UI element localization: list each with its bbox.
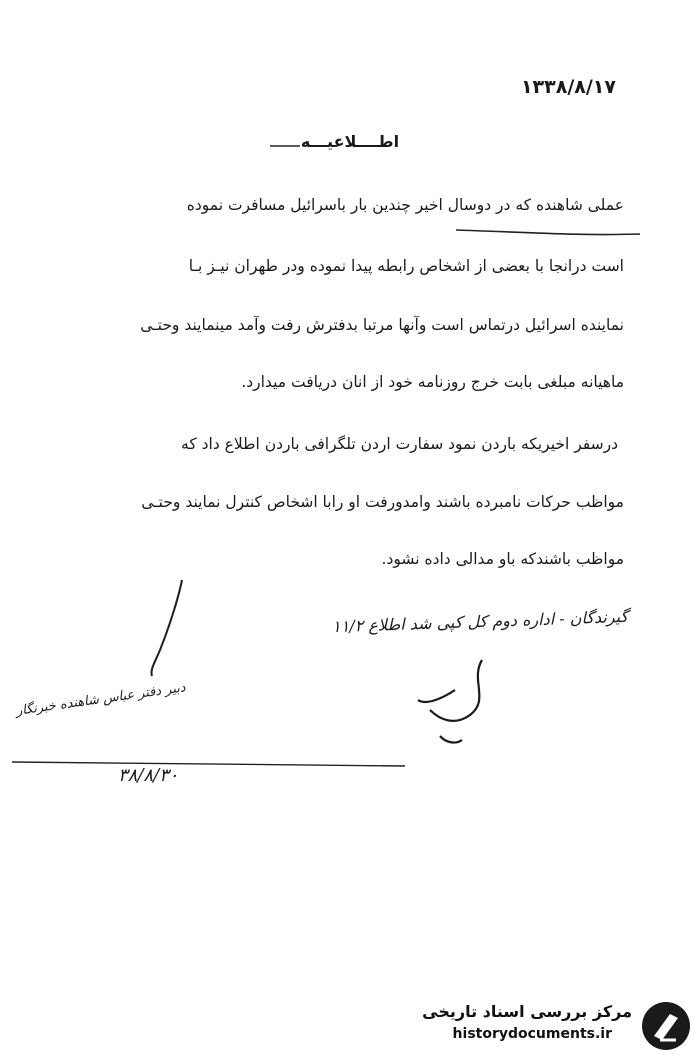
handwritten-underline [456,230,640,235]
archive-name: مرکز بررسی اسناد تاریخی [422,1002,632,1021]
signature [418,660,482,743]
body-line-2: است درانجا با بعضی از اشخاص رابطه پیدا نموده ودر طهران نیـز بـا [188,257,624,275]
archive-watermark [400,996,700,1057]
body-line-4: ماهیانه مبلغی بابت خرج روزنامه خود از انان دریافت میدارد. [241,373,624,391]
body-line-5: درسفر اخیریکه باردن نمود سفارت اردن تلگرافی باردن اطلاع داد که [181,435,618,453]
document-date: ۱۳۳۸/۸/۱۷ [520,76,616,98]
body-line-7: مواظب باشندکه باو مدالی داده نشود. [381,550,624,568]
archive-logo-icon [640,1000,692,1052]
handwritten-flourish [151,580,182,676]
handwritten-rule [12,762,405,766]
body-line-6: مواظب حرکات نامبرده باشند وامدورفت او رابا اشخاص کنترل نمایند وحتـی [141,493,624,511]
document-title: اطــــلاعیـــه [300,132,400,151]
archive-url: historydocuments.ir [452,1026,612,1042]
body-line-1: عملی شاهنده که در دوسال اخیر چندین بار باسرائیل مسافرت نموده [186,196,624,214]
body-line-3: نماینده اسرائیل درتماس است وآنها مرتبا بدفترش رفت وآمد مینمایند وحتـی [140,316,624,334]
handwritten-side-note: دبیر دفتر عباس شاهنده خبرنگار [14,680,187,719]
handwritten-date: ۳۸/۸/۳۰ [118,765,179,786]
handwritten-distribution-note: گیرندگان - اداره دوم کل کپی شد اطلاع ۱۱/۲ [331,606,629,637]
